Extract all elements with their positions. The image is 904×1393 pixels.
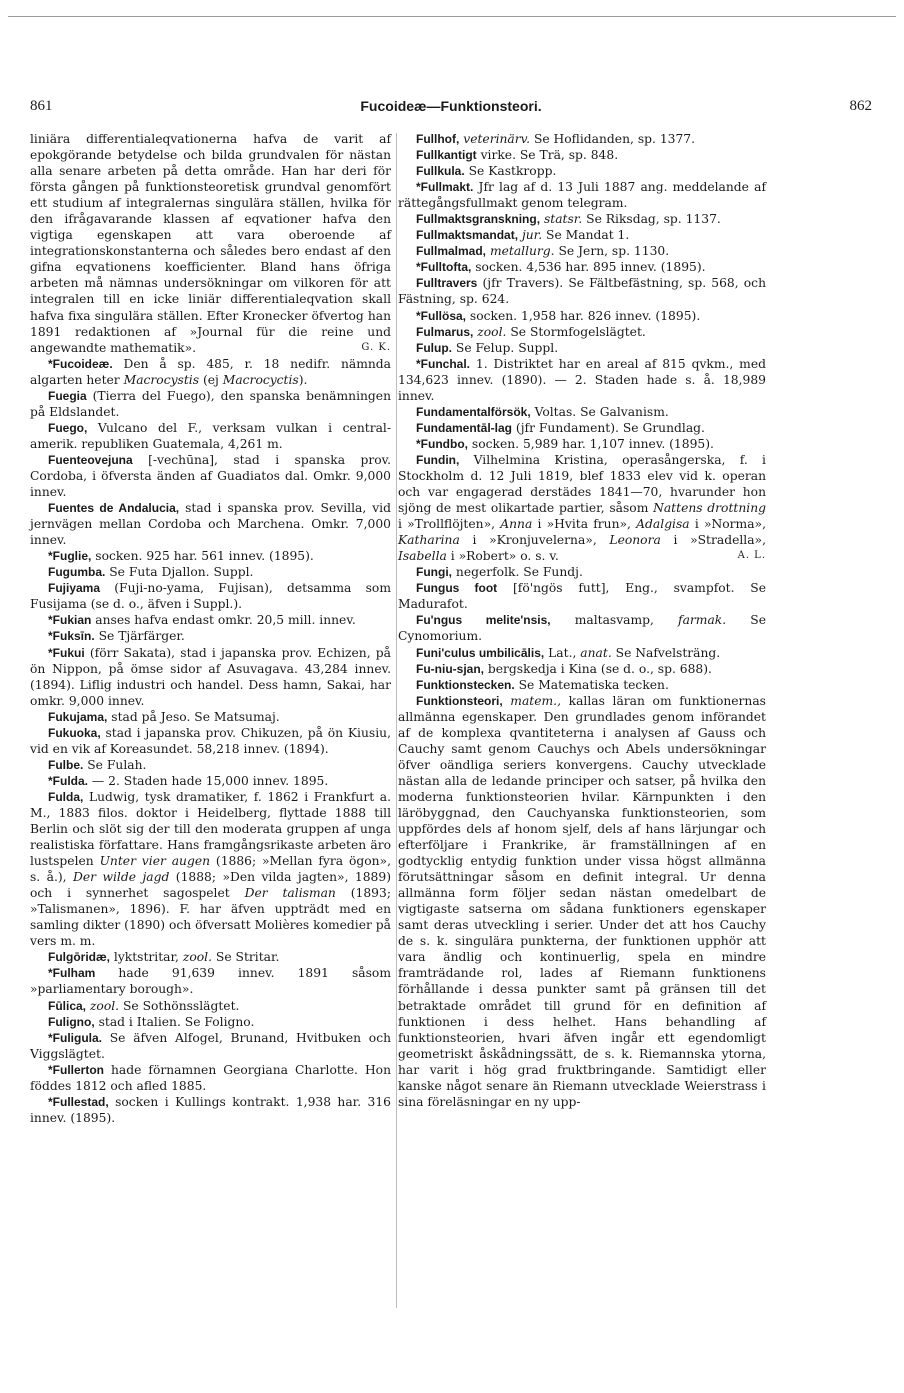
entry-headword: *Fundbo, — [416, 436, 468, 451]
dictionary-entry — [398, 147, 766, 163]
entry-text: Se Riksdag, sp. 1137. — [582, 212, 721, 227]
entry-text: (förr Sakata), stad i japanska prov. Echizen, på ön Nippon, på ömse sidor af Asuvagava. 43,284 innev. (1894). Liflig industri och handel. Dess hamn, Sakai, har omkr. 9,000 innev. — [30, 645, 391, 708]
entry-italic-text: Katharina — [398, 533, 460, 548]
entry-italic-text: jur. — [521, 228, 543, 243]
entry-text: socken. 925 har. 561 innev. (1895). — [91, 549, 314, 564]
entry-italic-text: zool. — [477, 324, 507, 339]
entry-text: i »Robert» o. s. v. — [446, 549, 559, 564]
dictionary-entry — [398, 564, 766, 580]
entry-text: (jfr Travers). Se Fältbefästning, sp. 568, och Fästning, sp. 624. — [398, 276, 766, 307]
entry-headword: Fujiyama — [48, 581, 101, 596]
dictionary-entry — [398, 612, 766, 644]
entry-italic-text: Isabella — [398, 549, 447, 564]
entry-text: lyktstritar, — [110, 950, 183, 965]
entry-text: [-vechūna], stad i spanska prov. Cordoba, i öfversta änden af Guadiatos dal. Omkr. 9,000 innev. — [30, 452, 391, 500]
entry-headword: *Fuksīn. — [48, 629, 95, 644]
right-column — [398, 131, 766, 1110]
dictionary-entry — [30, 757, 391, 773]
entry-headword: Fundamentāl-lag — [416, 420, 513, 435]
entry-text: i »Hvita frun», — [532, 517, 637, 532]
entry-text: Se Nafvelsträng. — [611, 645, 721, 660]
entry-text: (1888; »Den vilda jagten», 1889) och i synnerhet sagospelet — [30, 870, 392, 901]
entry-text: Se Felup. Suppl. — [452, 340, 559, 355]
column-divider — [396, 133, 397, 1308]
dictionary-entry — [398, 340, 766, 356]
entry-headword: Fulmarus, — [416, 324, 474, 339]
entry-italic-text: Nattens drottning — [653, 501, 766, 516]
entry-text: Vulcano del F., verksam vulkan i central-amerik. republiken Guatemala, 4,261 m. — [30, 420, 391, 451]
dictionary-entry — [398, 324, 766, 340]
entry-headword: *Fukian — [48, 613, 92, 628]
entry-text: anses hafva endast omkr. 20,5 mill. innev. — [91, 613, 356, 628]
entry-headword: Fullmaktsmandat, — [416, 228, 519, 243]
entry-text: virke. Se Trä, sp. 848. — [476, 148, 619, 163]
entry-text: bergskedja i Kina (se d. o., sp. 688). — [484, 661, 712, 676]
entry-text: stad på Jeso. Se Matsumaj. — [107, 709, 280, 724]
entry-italic-text: Der talisman — [244, 886, 336, 901]
entry-headword: Fūlica, — [48, 998, 87, 1013]
page-header — [30, 98, 872, 120]
entry-headword: Fugumba. — [48, 565, 106, 580]
dictionary-entry — [398, 179, 766, 211]
entry-headword: Fullmaktsgranskning, — [416, 212, 541, 227]
entry-italic-text: Macrocyctis — [222, 372, 299, 387]
entry-text: Voltas. Se Galvanism. — [530, 404, 669, 419]
entry-italic-text: farmak. — [678, 613, 727, 628]
page-title: Fucoideæ—Funktionsteori. — [360, 98, 542, 114]
author-signature: A. L. — [737, 550, 766, 562]
dictionary-entry — [30, 773, 391, 789]
entry-text: Se Matematiska tecken. — [514, 677, 669, 692]
left-column — [30, 131, 391, 1126]
dictionary-entry — [30, 998, 391, 1014]
entry-headword: Fulup. — [416, 340, 452, 355]
dictionary-entry — [30, 709, 391, 725]
entry-text: Se Kastkropp. — [464, 164, 557, 179]
entry-text: Se Stormfogelslägtet. — [506, 324, 646, 339]
entry-text: i »Trollflöjten», — [398, 517, 501, 532]
dictionary-entry — [398, 356, 766, 404]
entry-text: Ludwig, tysk dramatiker, f. 1862 i Frankfurt a. M., 1883 filos. doktor i Heidelberg, flyttade 1888 till Berlin och slöt sig der till den moderata gruppen af unga realistiska författare. Hans framgångsrikaste arbeten äro lustspelen — [30, 789, 391, 869]
dictionary-entry — [30, 356, 391, 388]
entry-text: (1886; »Mellan fyra ögon», s. å.), — [30, 854, 391, 885]
entry-text: kallas läran om funktionernas allmänna egenskaper. Den grundlades genom införandet af de komplexa qvantiteterna i analysen af Gauss och Cauchy samt genom Cauchys och Abels undersökningar öfver oändliga seriers konvergens. Cauchy utvecklade nästan alla de ledande principer och satser, på hvilka den moderna funktionsteorien hvilar. Kärnpunkten i den läröbyggnad, den Cauchyanska funktionsteorien, som uppfördes dels af honom sjelf, dels af hans lärjungar och efterföljare i Frankrike, är framställningen af en godtycklig entydig funktion under vissa högst allmänna förutsättningar såsom en definit integral. Ur denna allmänna form följer sedan nästan omedelbart de vigtigaste satserna om sådana funktioners egenskaper samt deras utveckling i serier. Under det att hos Cauchy de s. k. singulära punkterna, der funktionen upphör att vara ändlig och kontinuerlig, spela en mindre framträdande rol, lades af Riemann funktionens förhållande i dessa punkter samt på gränsen till det betraktade området till grund för en definition af funktionen i dess helhet. Hans behandling af funktionsteorien, hvari äfven ingår ett egendomligt geometriskt åskådningssätt, de s. k. Riemannska ytorna, har varit i hög grad fruktbringande. Samtidigt eller kanske något senare än Riemann utvecklade Weierstrass i sina föreläsningar en ny upp- — [398, 693, 766, 1109]
entry-headword: Fullkantigt — [416, 148, 477, 163]
entry-text: Lat., — [544, 645, 581, 660]
entry-text: negerfolk. Se Fundj. — [452, 565, 583, 580]
entry-italic-text: anat. — [580, 645, 612, 660]
entry-text: Se Sothönsslägtet. — [119, 998, 240, 1013]
dictionary-entry — [30, 420, 391, 452]
entry-text: Jfr lag af d. 13 Juli 1887 ang. meddelande af rättegångsfullmakt genom telegram. — [398, 180, 766, 211]
dictionary-entry — [398, 227, 766, 243]
dictionary-entry — [30, 789, 391, 949]
entry-headword: *Fullösa, — [416, 308, 467, 323]
dictionary-entry — [398, 163, 766, 179]
entry-headword: *Fulltofta, — [416, 260, 472, 275]
left-page-number: 861 — [30, 98, 53, 114]
entry-text: stad i Italien. Se Foligno. — [94, 1014, 255, 1029]
entry-text: Se Futa Djallon. Suppl. — [105, 565, 254, 580]
dictionary-entry — [398, 645, 766, 661]
entry-headword: Fullkula. — [416, 164, 465, 179]
entry-text: Se Hoflidanden, sp. 1377. — [530, 132, 696, 146]
entry-italic-text: zool. — [182, 950, 213, 965]
entry-text: Vilhelmina Kristina, operasångerska, f. i Stockholm d. 12 Juli 1819, blef 1833 elev vid k. operan och var engagerad derstädes 1841—70, hvarunder hon sjöng de mest olikartade partier, såsom — [398, 452, 766, 516]
entry-headword: Fundamentalförsök, — [416, 404, 531, 419]
entry-headword: Fuligno, — [48, 1014, 95, 1029]
entry-text: Den å sp. 485, r. 18 nedifr. nämnda algarten heter — [30, 356, 391, 387]
entry-headword: Fungus foot — [416, 581, 498, 596]
entry-headword: Fuego, — [48, 420, 88, 435]
top-rule — [8, 16, 896, 17]
entry-text: i »Norma», — [689, 517, 766, 532]
entry-text: Se Stritar. — [212, 950, 280, 965]
entry-text: (jfr Fundament). Se Grundlag. — [512, 420, 705, 435]
dictionary-entry — [30, 580, 391, 612]
entry-headword: Funktionsteori, — [416, 693, 503, 708]
entry-headword: *Fuglie, — [48, 549, 92, 564]
entry-italic-text: Unter vier augen — [99, 854, 211, 869]
dictionary-entry — [398, 308, 766, 324]
dictionary-entry — [398, 452, 766, 564]
entry-headword: Fulbe. — [48, 757, 84, 772]
dictionary-entry — [398, 580, 766, 612]
entry-italic-text: statsr. — [543, 212, 583, 227]
entry-headword: Fu'ngus melite'nsis, — [416, 613, 551, 628]
entry-text: socken i Kullings kontrakt. 1,938 har. 316 innev. (1895). — [30, 1094, 391, 1125]
dictionary-entry — [30, 1062, 391, 1094]
entry-headword: Fungi, — [416, 565, 452, 580]
entry-headword: *Fullerton — [48, 1062, 104, 1077]
dictionary-entry — [398, 661, 766, 677]
entry-headword: Fu-niu-sjan, — [416, 661, 484, 676]
entry-text: Se Mandat 1. — [542, 228, 630, 243]
entry-text: (ej — [199, 372, 223, 387]
entry-text: socken. 5,989 har. 1,107 innev. (1895). — [467, 436, 714, 451]
entry-headword: *Fullestad, — [48, 1094, 109, 1109]
entry-italic-text: Der wilde jagd — [73, 870, 170, 885]
entry-headword: Fuenteovejuna — [48, 452, 133, 467]
entry-headword: *Fullmakt. — [416, 180, 474, 195]
entry-headword: Funktionstecken. — [416, 677, 515, 692]
dictionary-entry — [30, 645, 391, 709]
dictionary-entry — [30, 131, 391, 356]
entry-headword: Fukujama, — [48, 709, 108, 724]
dictionary-entry — [398, 131, 766, 147]
dictionary-entry — [30, 548, 391, 564]
entry-text: Se Tjärfärger. — [94, 629, 185, 644]
entry-italic-text: Adalgisa — [636, 517, 690, 532]
entry-text: 1. Distriktet har en areal af 815 qvkm., med 134,623 innev. (1890). — 2. Staden hade s. å. 18,989 innev. — [398, 356, 766, 403]
entry-headword: Fullmalmad, — [416, 244, 487, 259]
entry-headword: Fukuoka, — [48, 725, 101, 740]
entry-text: (Fuji-no-yama, Fujisan), detsamma som Fusijama (se d. o., äfven i Suppl.). — [30, 581, 391, 612]
entry-text: hade 91,639 innev. 1891 såsom »parliamentary borough». — [30, 966, 391, 997]
dictionary-entry — [30, 628, 391, 644]
dictionary-entry — [30, 388, 391, 420]
dictionary-entry — [30, 1030, 391, 1062]
dictionary-entry — [30, 725, 391, 757]
entry-italic-text: Leonora — [609, 533, 661, 548]
entry-headword: Funi'culus umbilicālis, — [416, 645, 545, 660]
dictionary-entry — [398, 693, 766, 1110]
dictionary-entry — [398, 211, 766, 227]
entry-text: Se Fulah. — [83, 757, 147, 772]
entry-italic-text: Macrocystis — [123, 372, 200, 387]
dictionary-entry — [30, 564, 391, 580]
dictionary-entry — [30, 965, 391, 997]
dictionary-entry — [398, 436, 766, 452]
dictionary-entry — [398, 404, 766, 420]
entry-text: Se Jern, sp. 1130. — [554, 244, 670, 259]
entry-text: liniära differentialeqvationerna hafva de varit af epokgörande betydelse och bilda grundvalen för nästan alla senare arbeten på detta område. Han har deri för första gången på funktionsteoretisk grundval genomfört ett studium af integralernas singulära ställen, hvilka för den ifrågavarande klassen af eqvationer hafva den vigtiga egenskapen att vara oberoende af integrationskonstanterna och således bero endast af den gifna eqvationens koefficienter. Bland hans öfriga arbeten må nämnas undersökningar om vilkoren för att integralen till en icke liniär differentialeqvation skall hafva fixa singulära ställen. Efter Kronecker öfvertog han 1891 redaktionen af »Journal für die reine und angewandte mathematik». — [30, 132, 391, 355]
dictionary-entry — [30, 612, 391, 628]
dictionary-entry — [30, 452, 391, 500]
author-signature: G. K. — [361, 341, 391, 353]
entry-text: socken. 1,958 har. 826 innev. (1895). — [466, 308, 701, 323]
entry-text: ). — [298, 372, 308, 387]
entry-headword: *Fucoideæ. — [48, 356, 113, 371]
entry-headword: Fuentes de Andalucia, — [48, 501, 180, 516]
entry-italic-text: Anna — [500, 517, 533, 532]
entry-text: i »Kronjuvelerna», — [459, 533, 610, 548]
right-page-number: 862 — [849, 98, 872, 114]
entry-text: [fö'ngös futt], Eng., svampfot. Se Madurafot. — [398, 581, 766, 612]
entry-headword: Fundin, — [416, 452, 460, 467]
dictionary-entry — [30, 1014, 391, 1030]
entry-text: Se äfven Alfogel, Brunand, Hvitbuken och Viggslägtet. — [30, 1030, 391, 1061]
dictionary-entry — [30, 949, 391, 965]
entry-text: (1893; »Talismanen», 1896). F. har äfven uppträdt med en samling dikter (1890) och öfversatt Molières komedier på vers m. m. — [30, 886, 391, 949]
entry-text: i »Stradella», — [660, 533, 766, 548]
dictionary-entry — [398, 275, 766, 307]
entry-italic-text: matem., — [510, 693, 561, 708]
entry-headword: *Fulham — [48, 966, 96, 981]
dictionary-entry — [30, 500, 391, 548]
entry-headword: Fuegia — [48, 388, 87, 403]
entry-headword: *Fuligula. — [48, 1030, 102, 1045]
dictionary-entry — [398, 259, 766, 275]
entry-italic-text: zool. — [89, 998, 120, 1013]
entry-text: (Tierra del Fuego), den spanska benämningen på Eldslandet. — [30, 388, 391, 419]
entry-headword: Fulltravers — [416, 276, 478, 291]
entry-italic-text: veterinärv. — [463, 132, 531, 146]
dictionary-entry — [30, 1094, 391, 1126]
entry-text: stad i japanska prov. Chikuzen, på ön Kiusiu, vid en vik af Koreasundet. 58,218 innev. (1894). — [30, 725, 391, 756]
entry-text: Se Cynomorium. — [398, 613, 766, 644]
entry-headword: *Fulda. — [48, 773, 89, 788]
entry-headword: *Funchal. — [416, 356, 471, 371]
entry-italic-text: metallurg. — [489, 244, 555, 259]
entry-headword: Fullhof, — [416, 132, 460, 146]
dictionary-entry — [398, 420, 766, 436]
entry-text: maltasvamp, — [550, 613, 679, 628]
entry-text: hade förnamnen Georgiana Charlotte. Hon föddes 1812 och afled 1885. — [30, 1062, 391, 1093]
dictionary-entry — [398, 677, 766, 693]
entry-text: — 2. Staden hade 15,000 innev. 1895. — [88, 773, 329, 788]
entry-headword: *Fukui — [48, 645, 85, 660]
dictionary-entry — [398, 243, 766, 259]
entry-headword: Fulda, — [48, 789, 84, 804]
entry-headword: Fulgōridæ, — [48, 950, 110, 965]
entry-text: stad i spanska prov. Sevilla, vid jernvägen mellan Cordoba och Marchena. Omkr. 7,000 innev. — [30, 501, 391, 548]
entry-text: socken. 4,536 har. 895 innev. (1895). — [471, 260, 706, 275]
